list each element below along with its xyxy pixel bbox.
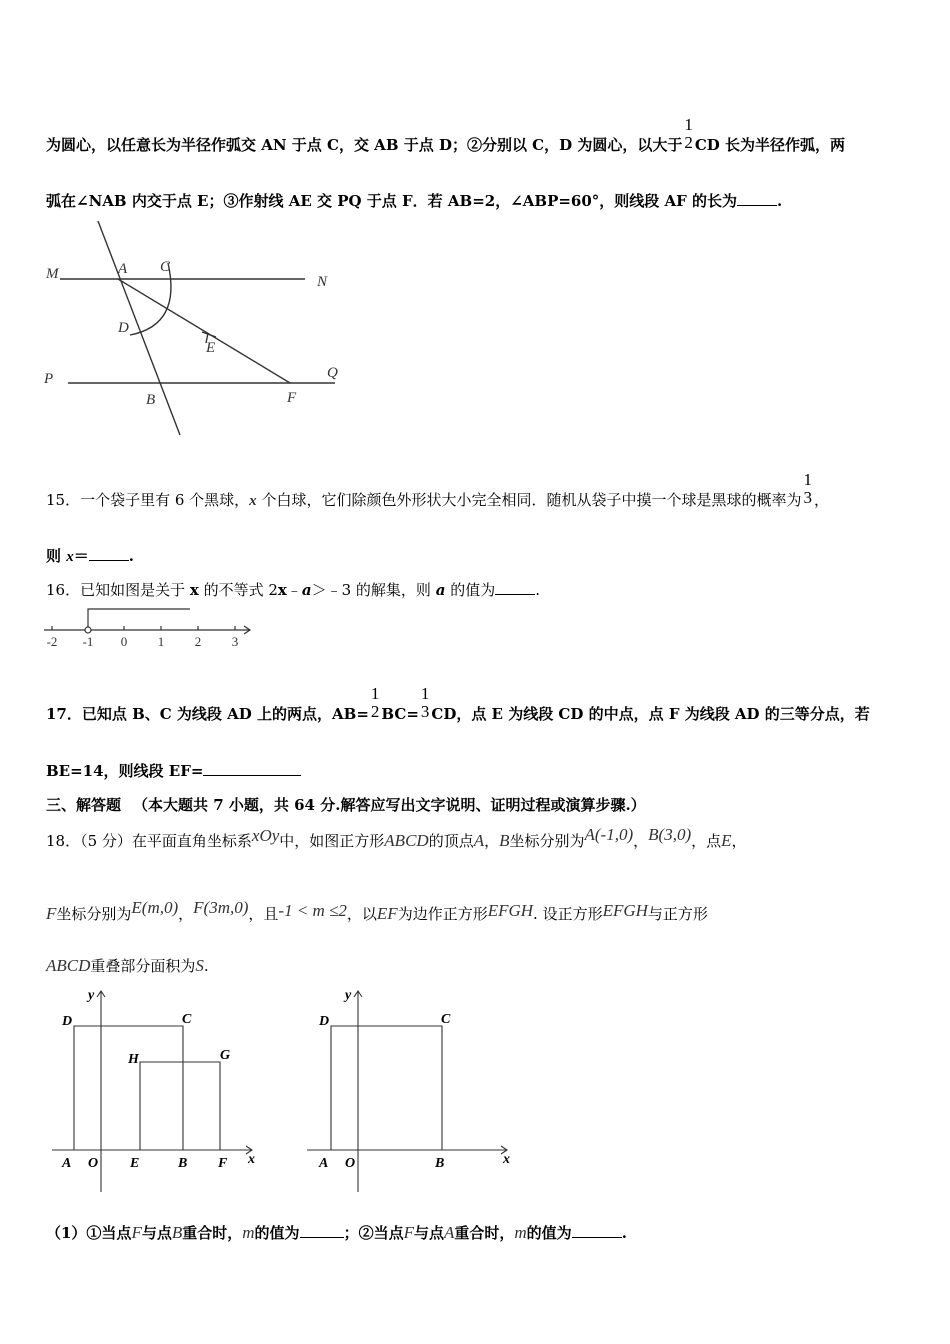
section3-note: （本大题共 7 小题，共 64 分.解答应写出文字说明、证明过程或演算步骤.） — [133, 796, 646, 814]
square-abcd — [74, 1026, 183, 1150]
q18-figure-1 — [50, 985, 265, 1195]
tick-label: 2 — [194, 634, 202, 649]
solution-ray — [88, 609, 190, 630]
section3-title: 三、解答题 — [46, 796, 122, 814]
open-point — [85, 627, 91, 633]
label-f: F — [287, 390, 297, 406]
label-b: B — [178, 1156, 188, 1171]
q14-line1 — [46, 115, 846, 164]
q18-answer-blank-2[interactable] — [572, 1223, 622, 1238]
q15-fraction: 1 3 — [803, 470, 812, 507]
q18-line3: ABCD重叠部分面积为S. — [46, 956, 209, 975]
q15-text-a: 15．一个袋子里有 6 个黑球， — [46, 491, 250, 509]
section3-heading — [46, 794, 646, 815]
q14-text-b: CD 长为半径作弧，两 — [694, 136, 846, 154]
label-e: E — [206, 340, 216, 356]
label-y: y — [88, 988, 95, 1003]
q17-line1: 17．已知点 B、C 为线段 AD 上的两点，AB= 1 2 BC= 1 3 CD，点 E 为线段 CD 的中点，点 F 为线段 AD 的三等分点，若 — [46, 684, 870, 723]
q14-line2: 弧在∠NAB 内交于点 E；③作射线 AE 交 PQ 于点 F．若 AB=2，∠ABP=60°，则线段 AF 的长为 . — [46, 192, 783, 210]
label-n: N — [317, 274, 328, 290]
q18-line1: 18．（5 分）在平面直角坐标系xOy中，如图正方形ABCD的顶点A，B坐标分别为A(-1,0)，B(3,0)，点E， — [46, 825, 747, 850]
label-g: G — [220, 1048, 231, 1063]
label-b: B — [435, 1156, 445, 1171]
label-a: A — [118, 261, 128, 277]
label-q: Q — [327, 365, 338, 381]
label-x: x — [503, 1152, 510, 1167]
tick-label: 3 — [231, 634, 239, 649]
arc-e2 — [202, 332, 216, 337]
tick-label: -1 — [82, 634, 94, 649]
label-m: M — [46, 266, 59, 282]
label-d: D — [319, 1014, 330, 1029]
label-d: D — [62, 1014, 73, 1029]
q17-answer-blank[interactable] — [203, 761, 301, 776]
q15-text-b: 个白球，它们除颜色外形状大小完全相同．随机从袋子中摸一个球是黑球的概率为 — [256, 491, 802, 509]
label-p: P — [44, 371, 54, 387]
q17-line2: BE=14，则线段 EF= — [46, 760, 301, 781]
label-o: O — [88, 1156, 99, 1171]
label-a: A — [62, 1156, 72, 1171]
label-f: F — [218, 1156, 228, 1171]
label-c: C — [182, 1012, 192, 1027]
q16-answer-blank[interactable] — [495, 580, 535, 595]
q18-answer-blank-1[interactable] — [300, 1223, 344, 1238]
label-h: H — [128, 1052, 139, 1067]
q17-fraction-2: 1 3 — [420, 684, 430, 721]
tick-label: -2 — [46, 634, 58, 649]
square-efgh — [140, 1062, 220, 1150]
q14-figure — [40, 215, 360, 440]
label-b: B — [146, 392, 156, 408]
q14-fraction: 1 2 — [684, 115, 693, 152]
q15-line1: 15．一个袋子里有 6 个黑球，x 个白球，它们除颜色外形状大小完全相同．随机从袋子中摸一个球是黑球的概率为 1 3 ， — [46, 470, 829, 509]
q15-answer-blank[interactable] — [89, 546, 129, 561]
tick-label: 1 — [157, 634, 165, 649]
q14-text-a: 为圆心，以任意长为半径作弧交 AN 于点 C，交 AB 于点 D；②分别以 C，D 为圆心，以大于 — [46, 136, 683, 154]
q14-text-line2: 弧在∠NAB 内交于点 E；③作射线 AE 交 PQ 于点 F．若 AB=2，∠ABP=60°，则线段 AF 的长为 — [46, 192, 738, 210]
q18-line2: F坐标分别为E(m,0)，F(3m,0)，且-1 < m ≤2，以EF为边作正方形EFGH. 设正方形EFGH与正方形 — [46, 898, 708, 923]
label-y: y — [345, 988, 352, 1003]
label-c: C — [441, 1012, 451, 1027]
q15-line2: 则 x＝ . — [46, 547, 134, 565]
q14-answer-blank[interactable] — [737, 191, 777, 206]
q18-figure-2 — [305, 985, 520, 1195]
label-x: x — [248, 1152, 255, 1167]
q16-line: 16．已知如图是关于 x 的不等式 2x﹣a＞﹣3 的解集，则 a 的值为 . — [46, 581, 540, 599]
label-e: E — [130, 1156, 140, 1171]
line-ab — [98, 221, 180, 435]
q16-number-line — [40, 603, 255, 653]
q18-part1: （1）①当点F与点B重合时，m的值为 ；②当点F与点A重合时，m的值为 . — [46, 1223, 627, 1242]
q17-fraction-1: 1 2 — [370, 684, 380, 721]
tick-label: 0 — [120, 634, 128, 649]
label-d: D — [118, 320, 129, 336]
square-abcd — [331, 1026, 442, 1150]
label-c: C — [160, 259, 171, 275]
label-a: A — [319, 1156, 329, 1171]
label-o: O — [345, 1156, 356, 1171]
